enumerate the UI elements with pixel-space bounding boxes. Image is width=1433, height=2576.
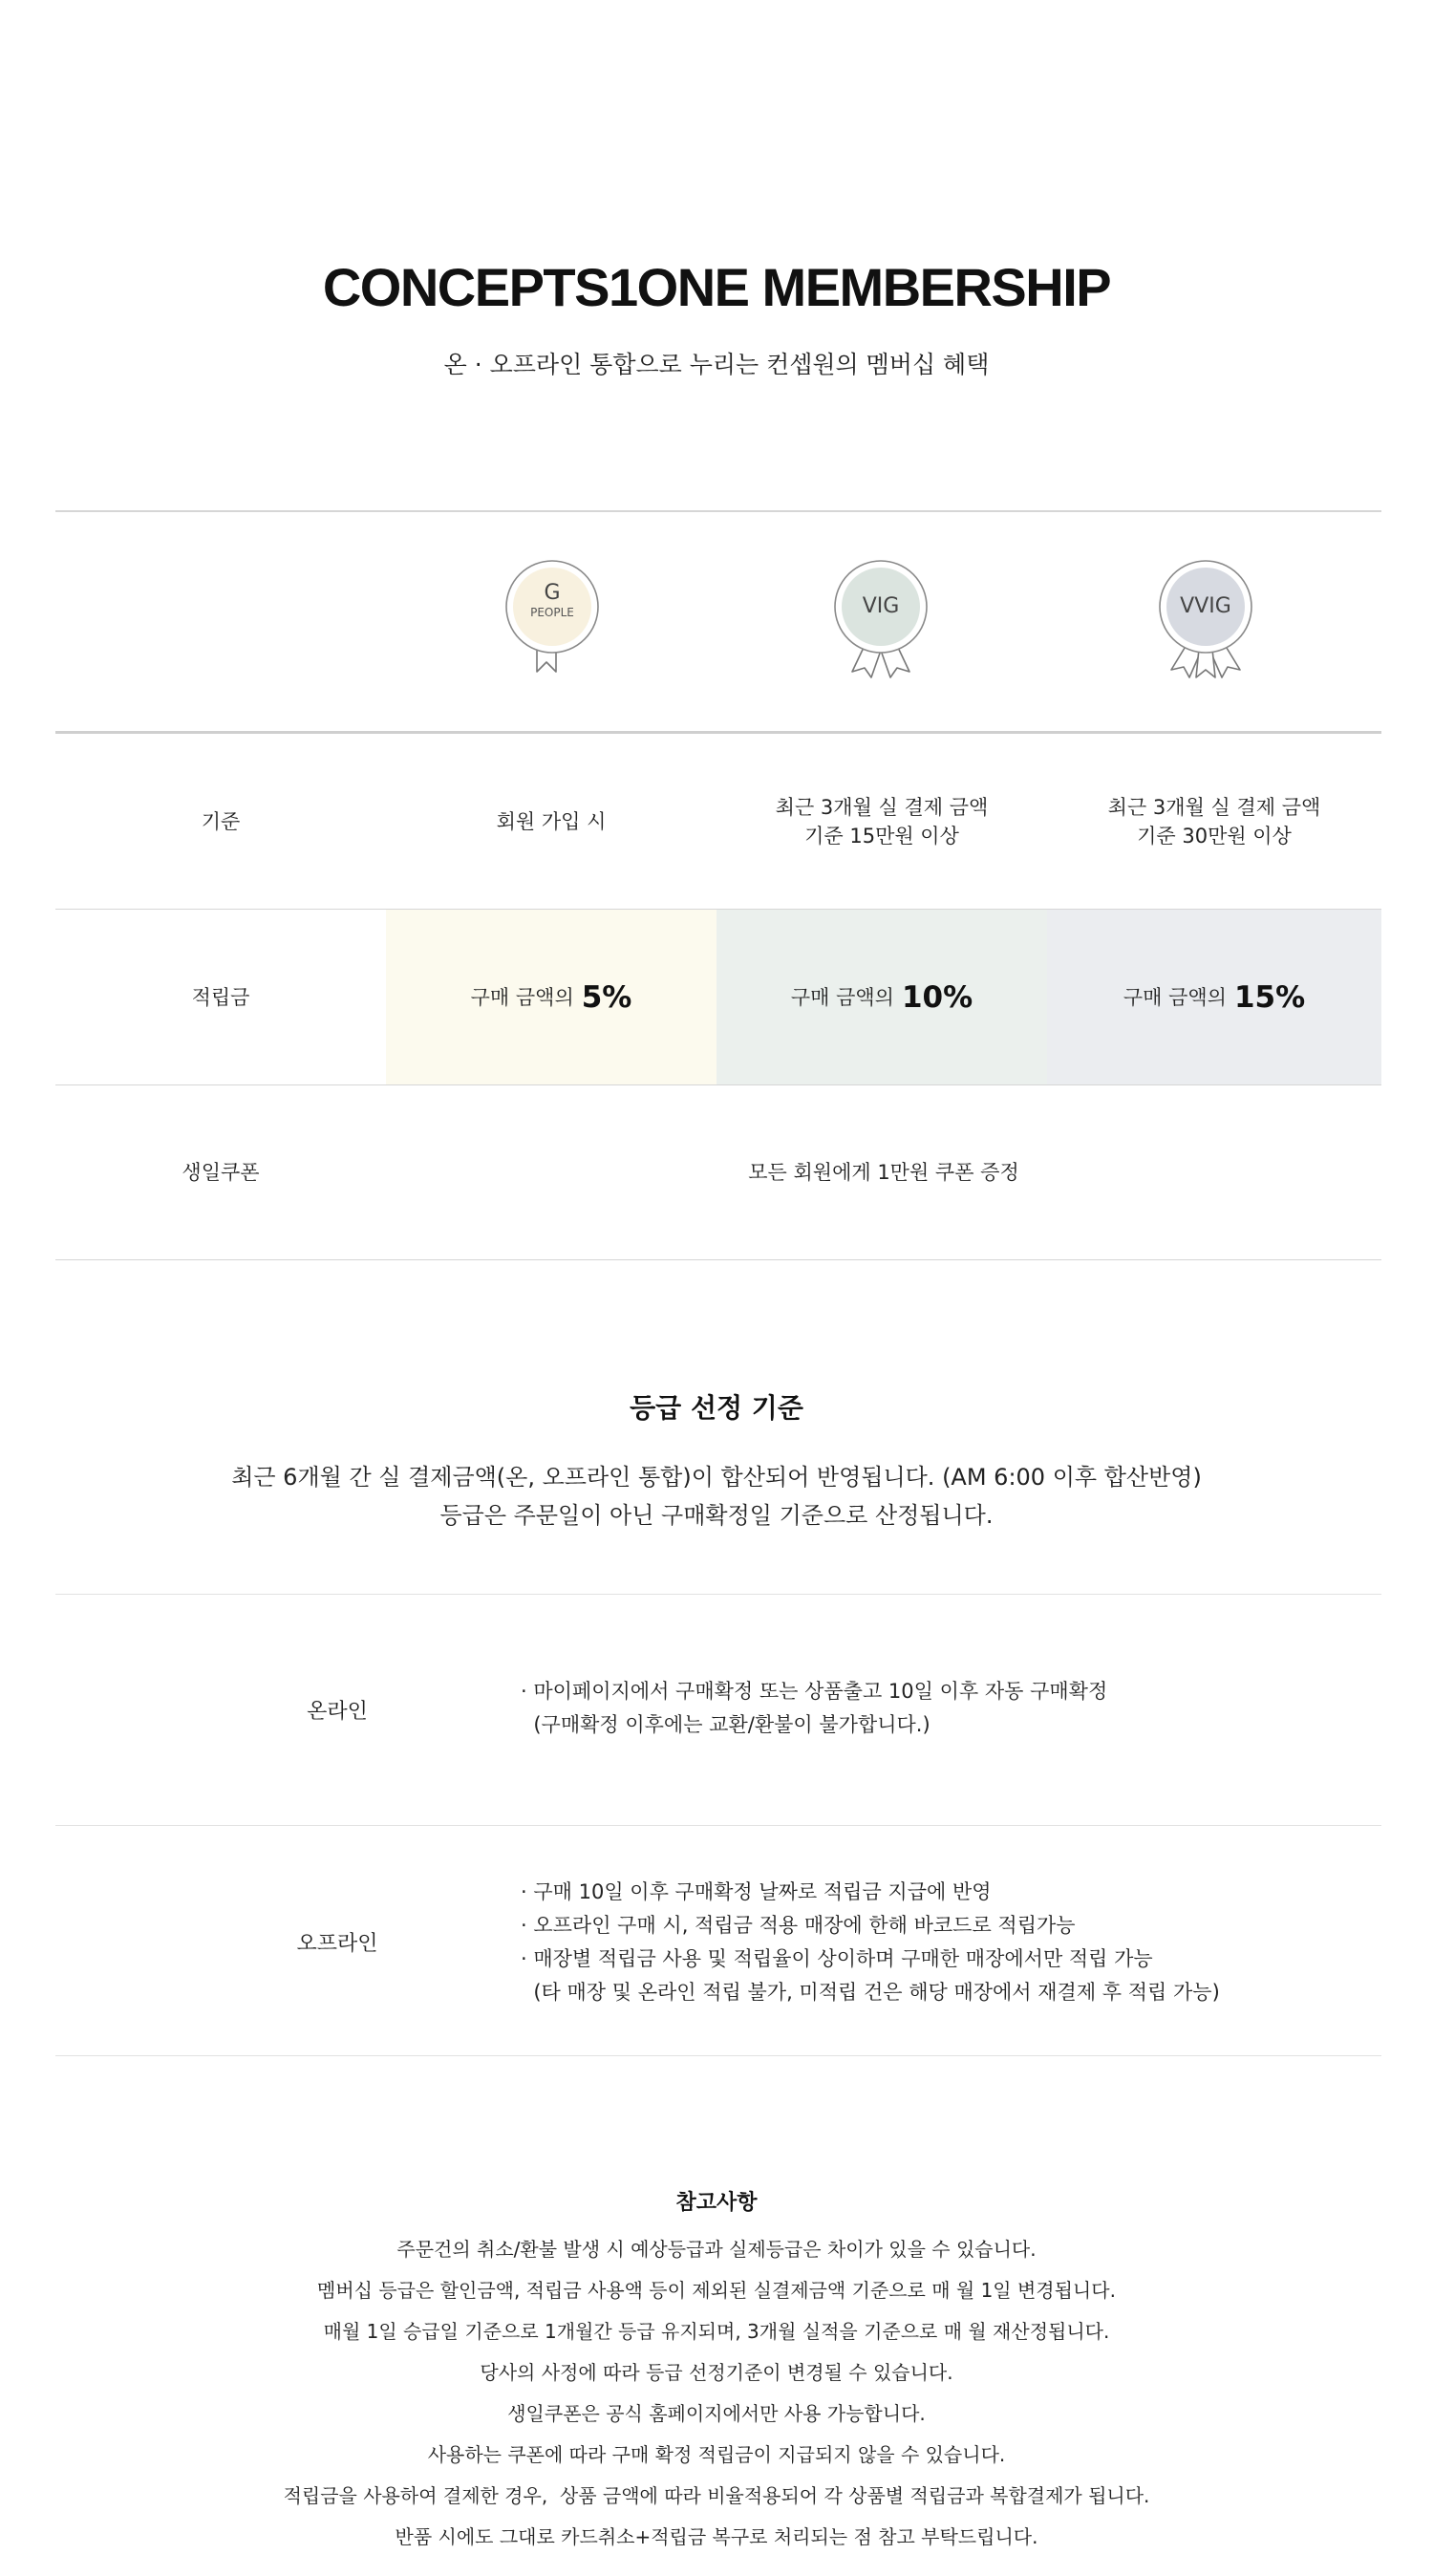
divider <box>55 1825 1381 1826</box>
g-grade-sublabel: PEOPLE <box>530 606 574 619</box>
g-grade-label: G <box>544 581 561 605</box>
points-g: 구매 금액의 5% <box>386 910 716 1084</box>
criteria-vvig: 최근 3개월 실 결제 금액 기준 30만원 이상 <box>1107 795 1321 848</box>
points-label: 적립금 <box>191 985 250 1009</box>
notes-title: 참고사항 <box>675 2191 758 2215</box>
coupon-value: 모든 회원에게 1만원 쿠폰 증정 <box>748 1161 1019 1184</box>
divider <box>55 2055 1381 2056</box>
offline-rules: · 구매 10일 이후 구매확정 날짜로 적립금 지급에 반영 · 오프라인 구매 시, 적립금 적용 매장에 한해 바코드로 적립가능 · 매장별 적립금 사용 및 적립율이 상이하며 구매한 매장에서만 적립 가능 (타 매장 및 온라인 적립 불가, 미적립 건은 해당 매장에서 재결제 후 적립 가능) <box>521 1880 1220 2004</box>
tier-header <box>55 511 1381 731</box>
grade-criteria-desc: 최근 6개월 간 실 결제금액(온, 오프라인 통합)이 합산되어 반영됩니다. (AM 6:00 이후 합산반영) 등급은 주문일이 아닌 구매확정일 기준으로 산정됩니다. <box>231 1464 1202 1529</box>
points-row <box>55 910 1381 1084</box>
online-rules: · 마이페이지에서 구매확정 또는 상품출고 10일 이후 자동 구매확정 (구매확정 이후에는 교환/환불이 불가합니다.) <box>521 1680 1108 1736</box>
vvig-grade-badge-icon <box>1158 559 1253 683</box>
vig-grade-label: VIG <box>862 594 900 618</box>
criteria-vig: 최근 3개월 실 결제 금액 기준 15만원 이상 <box>775 795 989 848</box>
vig-grade-badge-icon <box>833 559 929 683</box>
page-subtitle: 온 · 오프라인 통합으로 누리는 컨셉원의 멤버십 혜택 <box>443 351 990 378</box>
coupon-label: 생일쿠폰 <box>182 1161 260 1184</box>
points-vig: 구매 금액의 10% <box>716 910 1047 1084</box>
points-g-rate: 5% <box>581 979 632 1015</box>
notes-list: 주문건의 취소/환불 발생 시 예상등급과 실제등급은 차이가 있을 수 있습니다. 멤버십 등급은 할인금액, 적립금 사용액 등이 제외된 실결제금액 기준으로 매 월 1일 변경됩니다. 매월 1일 승급일 기준으로 1개월간 등급 유지되며, 3개월 실적을 기준으로 매 월 재산정됩니다. 당사의 사정에 따라 등급 선정기준이 변경될 수 있습니다. 생일쿠폰은 공식 홈페이지에서만 사용 가능합니다. 사용하는 쿠폰에 따라 구매 확정 적립금이 지급되지 않을 수 있습니다. 적립금을 사용하여 결제한 경우, 상품 금액에 따라 비율적용되어 각 상품별 적립금과 복합결제가 됩니다. 반품 시에도 그대로 카드취소+적립금 복구로 처리되는 점 참고 부탁드립니다. <box>283 2238 1150 2548</box>
offline-label: 오프라인 <box>296 1932 378 1956</box>
grade-criteria-title: 등급 선정 기준 <box>630 1392 803 1424</box>
online-label: 온라인 <box>307 1700 368 1724</box>
criteria-label: 기준 <box>201 809 241 833</box>
g-grade-badge-icon <box>504 559 600 683</box>
points-vvig-rate: 15% <box>1233 979 1306 1015</box>
criteria-row <box>55 734 1381 909</box>
criteria-g: 회원 가입 시 <box>496 809 607 833</box>
points-vig-rate: 10% <box>901 979 973 1015</box>
divider <box>55 1594 1381 1595</box>
vvig-grade-label: VVIG <box>1180 594 1231 618</box>
page-title: CONCEPTS1ONE MEMBERSHIP <box>322 257 1111 317</box>
coupon-row <box>55 1085 1381 1259</box>
points-vvig: 구매 금액의 15% <box>1047 910 1381 1084</box>
divider <box>55 1259 1381 1260</box>
